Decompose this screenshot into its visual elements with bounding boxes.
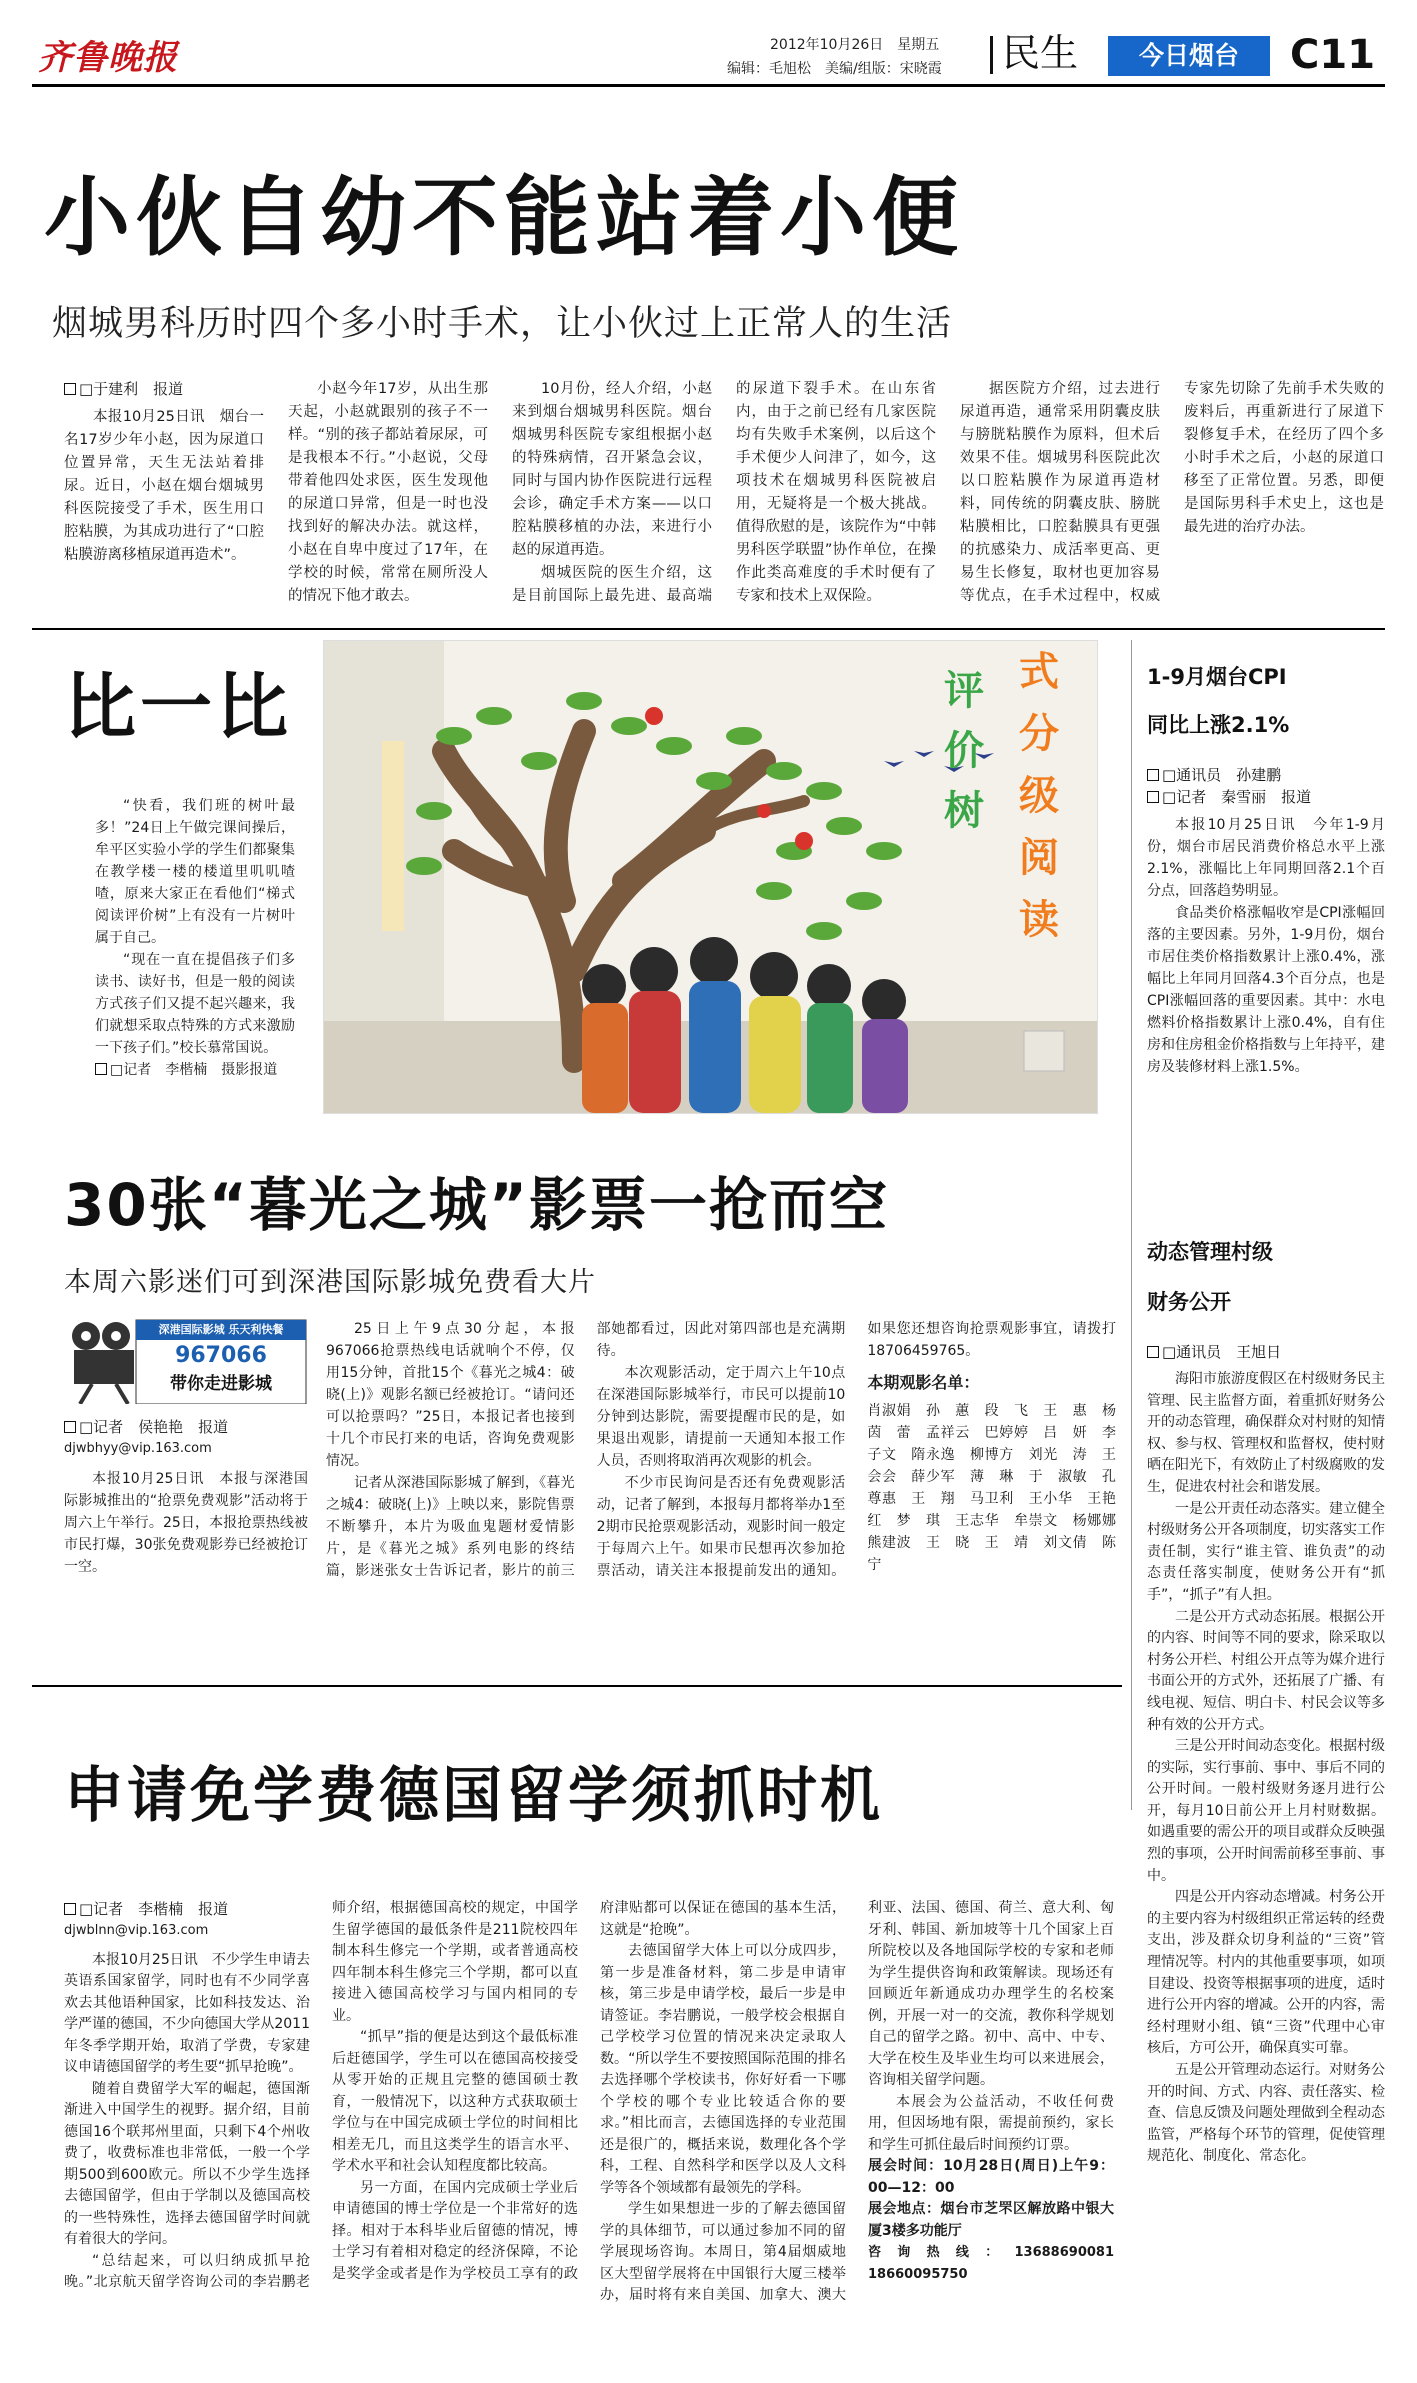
- cinema-logo-top: 深港国际影城 乐天利快餐: [158, 1323, 284, 1336]
- cpi-byline-2: □记者 秦雪丽 报道: [1147, 786, 1385, 808]
- cinema-logo-phone: 967066: [175, 1343, 267, 1368]
- lead-paragraph: 小赵今年17岁，从出生那天起，小赵就跟别的孩子不一样。“别的孩子都站着尿尿，可是我根本不行。”小赵说，父母带着他四处求医，医生发现他的尿道口异常，但是一时也没找到好的解决办法。就这样，小赵在自卑中度过了17年，在学校的时候，常常在厕所没人的情况下他才敢去。: [288, 381, 488, 604]
- village-body: [1147, 1369, 1385, 2168]
- masthead: [0, 0, 1417, 82]
- study-email: djwblnn@vip.163.com: [64, 1923, 209, 1938]
- photo-vertical-text-1: 评价树: [944, 668, 984, 834]
- village-paragraph: 三是公开时间动态变化。根据村级的实际，实行事前、事中、事后不同的公开时间。一般村级财务逐月进行公开，每月10日前公开上月村财数据。如遇重要的需公开的项目或群众反映强烈的事项，公开时间需前移至事前、事中。: [1147, 1738, 1385, 1884]
- movie-paragraph: 不少市民询问是否还有免费观影活动，记者了解到，本报每月都将举办1至2期市民抢票观影活动，观影时间一般定于每周六上午。如果市民想再次参加抢票活动，请关注本报提前发出的通知。如果您还想咨询抢票观影事宜，请拨打18706459765。: [596, 1321, 1116, 1579]
- newspaper-logo: 齐鲁晚报: [38, 38, 178, 78]
- cinema-logo: [64, 1318, 308, 1404]
- lead-paragraph: 本报10月25日讯 烟台一名17岁少年小赵，因为尿道口位置异常，天生无法站着排尿。近日，小赵在烟台烟城男科医院接受了手术，医生用口腔粘膜，为其成功进行了“口腔粘膜游离移植尿道再造术”。: [64, 409, 264, 563]
- village-paragraph: 四是公开内容动态增减。村务公开的主要内容为村级组织正常运转的经费支出，涉及群众切身利益的“三资”管理情况等。村内的其他重要事项，如项目建设、投资等根据事项的进度，适时进行公开内容的增减。公开的内容，需经村理财小组、镇“三资”代理中心审核后，方可公开，确保真实可靠。: [1147, 1889, 1385, 2057]
- lead-byline: □于建利 报道: [64, 378, 264, 400]
- section-name: 民生: [1002, 31, 1079, 75]
- cpi-paragraph: 本报10月25日讯 今年1-9月份，烟台市居民消费价格总水平上涨2.1%，涨幅比上年同期回落2.1个百分点，回落趋势明显。: [1147, 817, 1385, 899]
- movie-subhead: 本周六影迷们可到深港国际影城免费看大片: [64, 1267, 596, 1298]
- photo-vertical-text-2: 式分级阅读: [1019, 649, 1059, 943]
- village-paragraph: 五是公开管理动态运行。对财务公开的时间、方式、内容、责任落实、检查、信息反馈及问题处理做到全程动态监管，严格每个环节的管理，促使管理规范化、制度化、常态化。: [1147, 2062, 1385, 2165]
- study-paragraph: “抓早”指的便是达到这个最低标准后赶德国学，学生可以在德国高校接受从零开始的正规且完整的德国硕士教育，一般情况下，以这种方式获取硕士学位与在中国完成硕士学位的时间相比相差无几，而且这类学生的语言水平、学术水平和社会认知程度都比较高。: [332, 2029, 578, 2174]
- movie-paragraph: 记者从深港国际影城了解到，《暮光之城4：破晓(上)》上映以来，影院售票不断攀升，本片为吸血鬼题材爱情影片，是《暮光之城》系列电影的终结篇，影迷张女士告诉记者，影片的前三部她都看过，因此对第四部也是充满期待。: [326, 1321, 846, 1579]
- compare-paragraph: “快看，我们班的树叶最多！”24日上午做完课间操后，牟平区实验小学的学生们都聚集在教学楼一楼的楼道里叽叽喳喳，原来大家正在看他们“梯式阅读评价树”上有没有一片树叶属于自己。: [95, 798, 295, 946]
- classroom-photo: [323, 640, 1098, 1114]
- lead-paragraph: 烟城医院的医生介绍，这是目前国际上最先进、最高端的尿道下裂手术。在山东省内，由于之前已经有几家医院均有失败手术案例，以后这个手术便少人问津了，如今，这项技术在烟城男科医院被启用，无疑将是一个极大挑战。值得欣慰的是，该院作为“中韩男科医学联盟”协作单位，在操作此类高难度的手术时便有了专家和技术上双保险。: [512, 381, 936, 604]
- section-rule: [32, 628, 1385, 630]
- movie-paragraph: 本报10月25日讯 本报与深港国际影城推出的“抢票免费观影”活动将于周六上午举行。25日，本报抢票热线被市民打爆，30张免费观影券已经被抢订一空。: [64, 1471, 308, 1575]
- sidebar-divider: [1131, 640, 1132, 1810]
- study-headline: 申请免学费德国留学须抓时机: [64, 1761, 883, 1831]
- cpi-title-1: 1-9月烟台CPI: [1147, 665, 1287, 689]
- study-paragraph: 去德国留学大体上可以分成四步，第一步是准备材料，第二步是申请审核，第三步是申请学校，最后一步是申请签证。李岩鹏说，一般学校会根据自己学校学习位置的情况来决定录取人数。“所以学生不要按照国际范围的排名去选择哪个学校读书，你好好看一下哪个学校的哪个专业比较适合你的要求。”相比而言，去德国选择的专业范围还是很广的，概括来说，数理化各个学科，工程、自然科学和医学以及人文科学等各个领域都有最领先的学科。: [600, 1943, 846, 2196]
- lead-paragraph: 10月份，经人介绍，小赵来到烟台烟城男科医院。烟台烟城男科医院专家组根据小赵的特殊病情，召开紧急会议，同时与国内协作医院进行远程会诊，确定手术方案——以口腔粘膜移植的办法，来进行小赵的尿道再造。: [512, 381, 712, 558]
- movie-paragraph: 本次观影活动，定于周六上午10点在深港国际影城举行，市民可以提前10分钟到达影院，需要提醒市民的是，如果退出观影，请提前一天通知本报工作人员，否则将取消再次观影的机会。: [596, 1365, 846, 1469]
- study-paragraph: 学生如果想进一步的了解去德国留学的具体细节，可以通过参加不同的留学展现场咨询。本周日，第4届烟威地区大型留学展将在中国银行大厦三楼举办，届时将有来自美国、加拿大、澳大利亚、法国、德国、荷兰、意大利、匈牙利、韩国、新加坡等十几个国家上百所院校以及各地国际学校的专家和老师为学生提供咨询和政策解读。现场还有回顾近年新通成功办理学生的名校案例，开展一对一的交流，教你科学规划自己的留学之路。初中、高中、中专、大学在校生及毕业生均可以来进展会，咨询相关留学问题。: [600, 1900, 1114, 2303]
- page-number: C11: [1290, 32, 1376, 78]
- movie-headline: 30张“暮光之城”影票一抢而空: [64, 1171, 889, 1239]
- village-box: [1147, 1235, 1385, 2168]
- editors-credit: 编辑：毛旭松 美编/组版：宋晓霞: [727, 61, 942, 77]
- expo-time: 展会时间：10月28日(周日)上午9：00—12：00: [868, 2158, 1114, 2196]
- masthead-rule: [32, 84, 1385, 87]
- lead-paragraph: 据医院方介绍，过去进行尿道再造，通常采用阴囊皮肤与膀胱粘膜作为原料，但术后效果不佳。烟城男科医院此次以口腔粘膜作为尿道再造材料，同传统的阴囊皮肤、膀胱粘膜相比，口腔黏膜具有更强的抗感染力、成活率更高、更易生长修复，取材也更加容易等优点，在手术过程中，权威专家先切除了先前手术失败的废料后，再重新进行了尿道下裂修复手术，在经历了四个多小时手术之后，小赵的尿道口移至了正常位置。另悉，即便是国际男科手术史上，这也是最先进的治疗办法。: [960, 381, 1384, 604]
- movie-list-title: 本期观影名单：: [867, 1373, 980, 1392]
- movie-body-columns: [326, 1318, 1130, 1658]
- village-title-1: 动态管理村级: [1147, 1240, 1273, 1264]
- movie-body: [64, 1416, 308, 1578]
- issue-date: 2012年10月26日 星期五: [770, 37, 940, 53]
- section-divider: [990, 36, 993, 74]
- study-paragraph: 随着自费留学大军的崛起，德国渐渐进入中国学生的视野。据介绍，目前德国16个联邦州里面，只剩下4个州收费了，收费标准也非常低，一般一个学期500到600欧元。所以不少学生选择去德国留学，但由于学制以及德国高校的一些特殊性，选择去德国留学时间就有着很大的学问。: [64, 2080, 310, 2247]
- movie-paragraph: 25日上午9点30分起，本报967066抢票热线电话就响个不停，仅用15分钟，首批15个《暮光之城4：破晓(上)》观影名额已经被抢订。“请问还可以抢票吗？”25日，本报记者也接到十几个市民打来的电话，咨询免费观影情况。: [326, 1321, 575, 1469]
- compare-body: [95, 795, 295, 1087]
- study-paragraph: 另一方面，在国内完成硕士学业后申请德国的博士学位是一个非常好的选择。相对于本科毕业后留德的情况，博士学习有着相对稳定的经济保障，不论是奖学金或者是作为学校员工享有的政府津贴都可以保证在德国的基本生活，这就是“抢晚”。: [332, 1900, 846, 2282]
- lead-subhead: 烟城男科历时四个多小时手术，让小伙过上正常人的生活: [52, 304, 953, 344]
- edition-badge: [1108, 36, 1270, 76]
- cpi-byline-1: □通讯员 孙建鹏: [1147, 764, 1385, 786]
- lead-headline: 小伙自幼不能站着小便: [44, 168, 964, 268]
- study-paragraph: “总结起来，可以归纳成抓早抢晚。”北京航天留学咨询公司的李岩鹏老师介绍，根据德国高校的规定，中国学生留学德国的最低条件是211院校四年制本科生修完一个学期，或者普通高校四年制本科生修完三个学期，都可以直接进入德国高校学习与国内相同的专业。: [64, 1900, 578, 2290]
- study-byline: □记者 李楷楠 报道: [64, 1898, 310, 1920]
- cpi-box: [1147, 660, 1385, 1078]
- movie-winner-list: 肖淑娟 孙 蕙 段 飞 王 惠 杨 茵 蕾 孟祥云 巴婷婷 吕 妍 李子文 隋永逸 柳博方 刘光 涛 王会会 薛少军 薄 琳 于 淑敏 孔尊惠 王 翔 马卫利 王小华 王艳红 梦 琪 王志华 牟崇文 杨娜娜 熊建波 王 晓 王 靖 刘文倩 陈 宁: [867, 1403, 1130, 1573]
- study-paragraph: 本报10月25日讯 不少学生申请去英语系国家留学，同时也有不少同学喜欢去其他语种国家，比如科技发达、治学严谨的德国，不少向德国大学从2011年冬季学期开始，取消了学费，专家建议申请德国留学的考生要“抓早抢晚”。: [64, 1951, 310, 2075]
- cinema-logo-caption: 带你走进影城: [170, 1374, 272, 1394]
- movie-email: djwbhyy@vip.163.com: [64, 1441, 212, 1456]
- cpi-body: [1147, 814, 1385, 1078]
- village-paragraph: 二是公开方式动态拓展。根据公开的内容、时间等不同的要求，除采取以村务公开栏、村组公开点等为媒介进行书面公开的方式外，还拓展了广播、有线电视、短信、明白卡、村民会议等多种有效的公开方式。: [1147, 1608, 1385, 1733]
- lead-body: [64, 378, 1384, 618]
- compare-byline: □记者 李楷楠 摄影报道: [95, 1059, 295, 1081]
- compare-paragraph: “现在一直在提倡孩子们多读书、读好书，但是一般的阅读方式孩子们又提不起兴趣来，我们就想采取点特殊的方式来激励一下孩子们。”校长慕常国说。: [95, 952, 295, 1056]
- village-title-2: 财务公开: [1147, 1290, 1231, 1314]
- study-body: [64, 1898, 1128, 2368]
- expo-phone: 咨询热线：13688690081 18660095750: [868, 2245, 1128, 2282]
- movie-byline: □记者 侯艳艳 报道: [64, 1416, 308, 1438]
- edition-badge-label: 今日烟台: [1138, 41, 1239, 70]
- compare-headline: 比一比: [64, 665, 293, 749]
- village-paragraph: 海阳市旅游度假区在村级财务民主管理、民主监督方面，着重抓好财务公开的动态管理，确保群众对村财的知情权、参与权、管理权和监督权，使村财晒在阳光下，有效防止了村级腐败的发生，促进农村社会和谐发展。: [1147, 1371, 1385, 1495]
- village-paragraph: 一是公开责任动态落实。建立健全村级财务公开各项制度，切实落实工作责任制，实行“谁主管、谁负责”的动态责任落实制度，使财务公开有“抓手”，“抓子”有人担。: [1147, 1500, 1385, 1603]
- study-paragraph: 本展会为公益活动，不收任何费用，但因场地有限，需提前预约，家长和学生可抓住最后时间预约订票。: [868, 2093, 1114, 2153]
- cpi-title-2: 同比上涨2.1%: [1147, 713, 1290, 737]
- village-byline: □通讯员 王旭日: [1147, 1341, 1385, 1363]
- expo-place: 展会地点：烟台市芝罘区解放路中银大厦3楼多功能厅: [868, 2201, 1114, 2239]
- cpi-paragraph: 食品类价格涨幅收窄是CPI涨幅回落的主要因素。另外，1-9月份，烟台市居住类价格指数累计上涨0.4%，涨幅比上年同月回落4.3个百分点，也是CPI涨幅回落的重要因素。其中：水电燃料价格指数累计上涨0.4%，自有住房和住房租金价格指数与上年持平，建房及装修材料上涨1.5%。: [1147, 905, 1385, 1075]
- section-rule-2: [32, 1685, 1122, 1687]
